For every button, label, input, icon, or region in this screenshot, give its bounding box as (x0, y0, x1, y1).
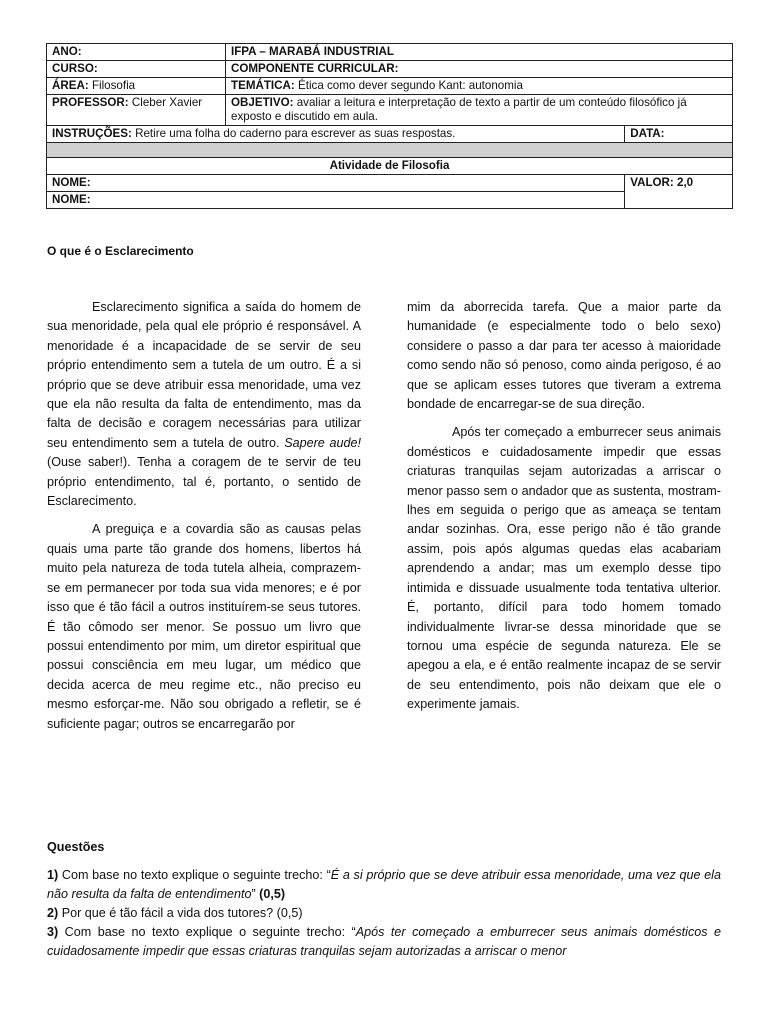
question-1-points: (0,5) (259, 887, 286, 901)
question-1-close: ” (251, 887, 260, 901)
header-table (46, 43, 733, 209)
right-column (407, 298, 721, 724)
questions-title: Questões (47, 840, 105, 854)
text-title: O que é o Esclarecimento (47, 244, 194, 258)
right-paragraph-2: Após ter começado a emburrecer seus animais domésticos e cuidadosamente impedir que essas criaturas tranquilas sejam autorizadas a arriscar o menor passo sem o andador que as sustenta, mostram-lhes em seguida o perigo que as ameaça se tentam andar sozinhas. Ora, esse perigo não é tão grande assim, pois após algumas quedas elas acabariam aprendendo a andar; mas um exemplo desse tipo intimida e dissuade usualmente toda tentativa ulterior. É, portanto, difícil para todo homem tomado individualmente livrar-se dessa minoridade que se tornou uma espécie de segunda natureza. Ele se apegou a ela, e é então realmente incapaz de se servir de seu entendimento, pois não deixam que ele o experimente jamais. (407, 425, 721, 712)
question-3-intro: Com base no texto explique o seguinte trecho: “ (64, 925, 356, 939)
question-3-number: 3) (47, 925, 59, 939)
componente-label: COMPONENTE CURRICULAR: (226, 61, 733, 78)
question-2 (47, 904, 721, 923)
right-paragraph-1: mim da aborrecida tarefa. Que a maior parte da humanidade (e especialmente todo o belo sexo) considere o passo a dar para ter acesso à maioridade como sendo não só penoso, como ainda perigoso, é ao que se aplicam esses tutores que tiveram a extrema bondade de encarregar-se de sua direção. (407, 300, 721, 412)
area-value: Filosofia (91, 79, 136, 92)
tematica-value: Ética como dever segundo Kant: autonomia (298, 79, 523, 92)
left-p1-italic: Sapere aude! (284, 435, 362, 450)
area-cell (47, 78, 226, 95)
instrucoes-cell (47, 126, 625, 143)
question-3-quote: Após ter começado a emburrecer seus animais domésticos e cuidadosamente impedir que essas criaturas tranquilas sejam autorizadas a arriscar o menor (47, 925, 722, 958)
instrucoes-value: Retire uma folha do caderno para escrever as suas respostas. (135, 127, 456, 140)
professor-cell (47, 95, 226, 126)
nome-field-2[interactable]: NOME: (47, 192, 625, 209)
professor-label: PROFESSOR: (52, 96, 129, 109)
objetivo-label: OBJETIVO: (231, 96, 294, 109)
instrucoes-label: INSTRUÇÕES: (52, 127, 132, 140)
gray-separator (47, 143, 733, 158)
nome-field-1[interactable]: NOME: (47, 175, 625, 192)
left-paragraph-2: A preguiça e a covardia são as causas pelas quais uma parte tão grande dos homens, libertos há muito pela natureza de toda tutela alheia, comprazem-se em permanecer por toda sua vida menores; e é por isso que é tão fácil a outros instituírem-se seus tutores. É tão cômodo ser menor. Se possuo um livro que possui entendimento por mim, um diretor espiritual que possui consciência em meu lugar, um médico que decida acerca de meu regime etc., não preciso eu mesmo esforçar-me. Não sou obrigado a refletir, se é suficiente pagar; outros se encarregarão por (47, 522, 361, 731)
tematica-label: TEMÁTICA: (231, 79, 295, 92)
tematica-cell (226, 78, 733, 95)
left-column (47, 298, 361, 743)
left-p1-text-a: Esclarecimento significa a saída do homem de sua menoridade, pela qual ele próprio é responsável. A menoridade é a incapacidade de se servir de seu próprio entendimento sem a tutela de um outro. É a si próprio que se deve atribuir essa menoridade, uma vez que ela não resulta da falta de entendimento, mas da falta de decisão e coragem necessárias para utilizar seu entendimento sem a tutela de outro. (47, 300, 361, 450)
ano-label: ANO: (47, 44, 226, 61)
activity-title: Atividade de Filosofia (47, 158, 733, 175)
professor-value: Cleber Xavier (131, 96, 203, 109)
valor-label: VALOR: 2,0 (625, 175, 733, 209)
question-1 (47, 866, 721, 904)
area-label: ÁREA: (52, 79, 89, 92)
question-1-quote: É a si próprio que se deve atribuir essa menoridade, uma vez que ela não resulta da falta de entendimento (47, 868, 721, 901)
left-p1-text-b: (Ouse saber!). Tenha a coragem de te servir de teu próprio entendimento, tal é, portanto, o sentido de Esclarecimento. (47, 455, 361, 509)
question-2-text: Por que é tão fácil a vida dos tutores? (0,5) (61, 906, 303, 920)
question-1-intro: Com base no texto explique o seguinte trecho: “ (61, 868, 331, 882)
data-label: DATA: (625, 126, 733, 143)
school-name: IFPA – MARABÁ INDUSTRIAL (226, 44, 733, 61)
left-paragraph-1 (47, 298, 361, 511)
question-1-number: 1) (47, 868, 59, 882)
objetivo-cell (226, 95, 733, 126)
question-2-number: 2) (47, 906, 59, 920)
objetivo-value: avaliar a leitura e interpretação de texto a partir de um conteúdo filosófico já exposto e discutido em aula. (231, 96, 687, 123)
question-3 (47, 923, 721, 961)
questions-list (47, 866, 721, 961)
curso-label: CURSO: (47, 61, 226, 78)
